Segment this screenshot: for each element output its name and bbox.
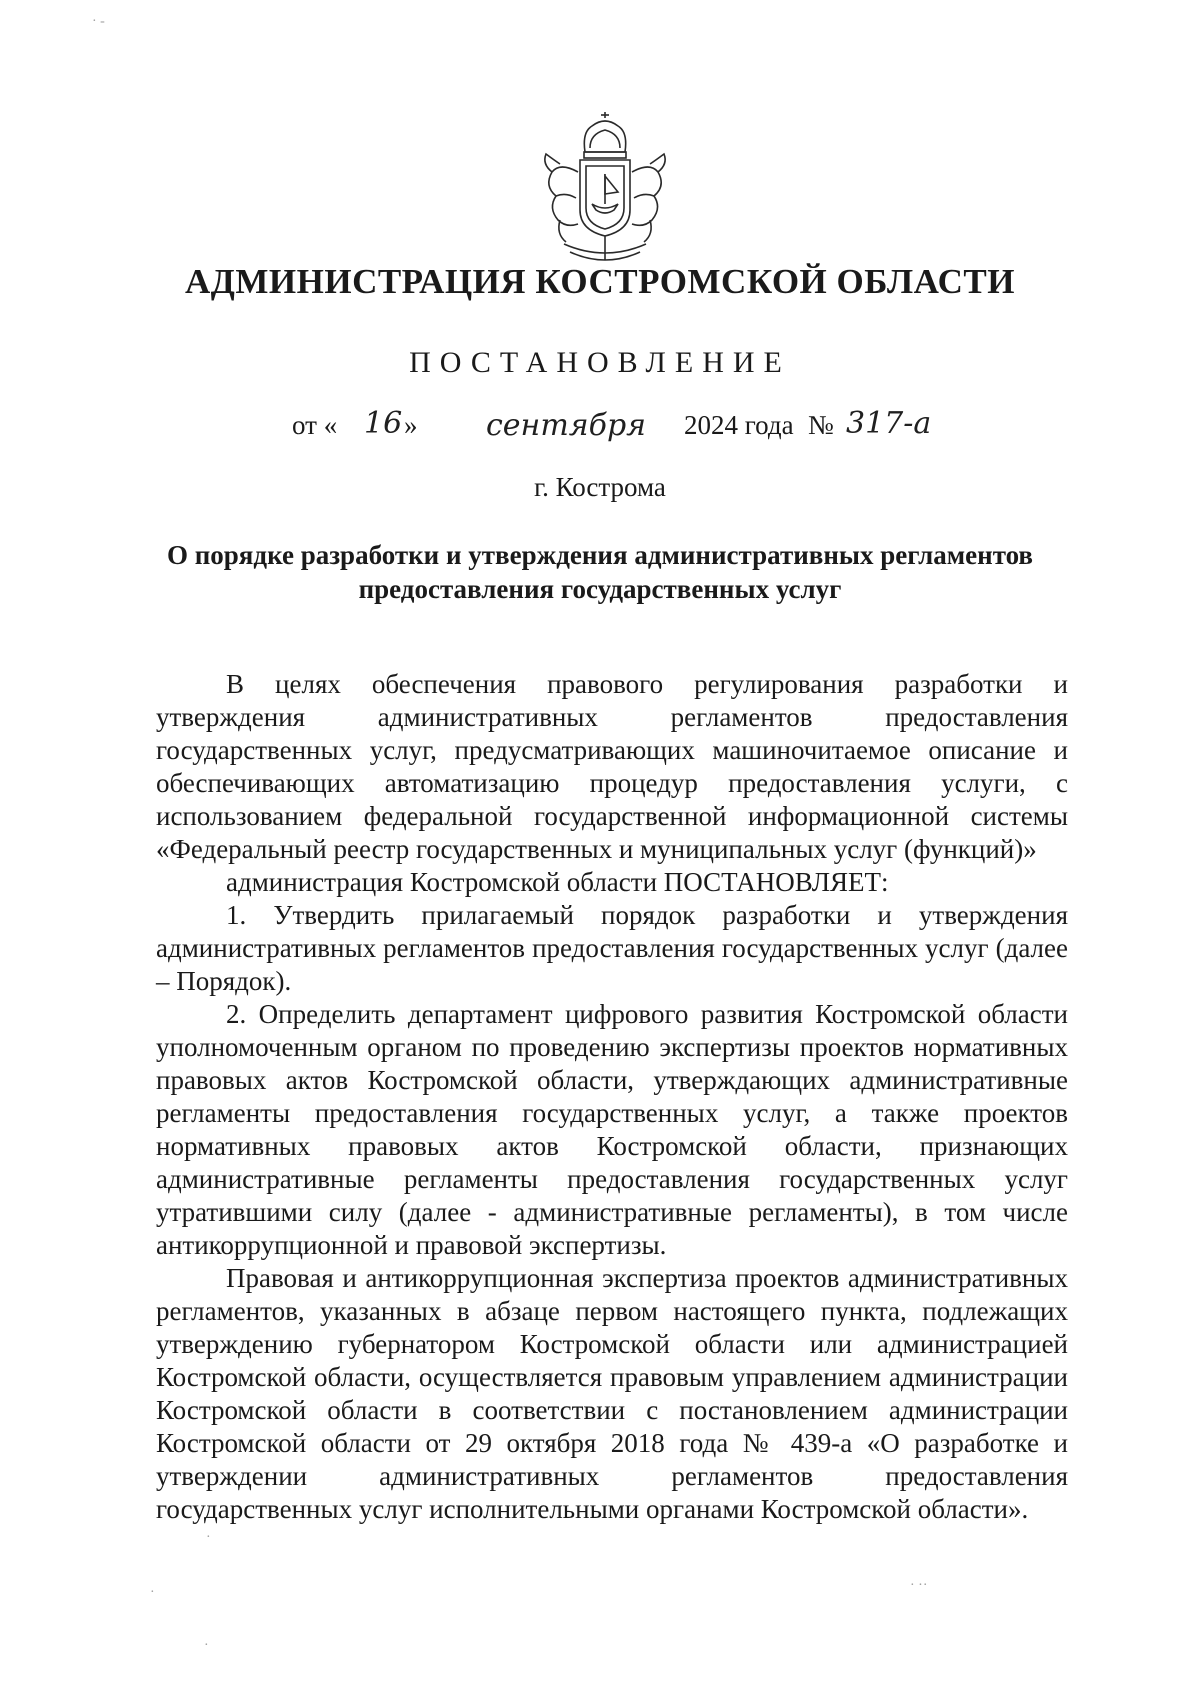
scan-speck: · <box>206 1530 211 1545</box>
paragraph-item-2: 2. Определить департамент цифрового развития Костромской области уполномоченным органом по проведению экспертизы проектов нормативных правовых актов Костромской области, утверждающих административные регламенты предоставления государственных услуг, а также проектов нормативных правовых актов Костромской области, признающих административные регламенты предоставления государственных услуг утратившими силу (далее - административные регламенты), в том числе антикоррупционной и правовой экспертизы. <box>156 999 1068 1260</box>
scan-speck: · <box>204 1638 209 1653</box>
date-year: 2024 года <box>684 410 794 440</box>
document-number-handwritten: 317-а <box>846 406 932 441</box>
date-month-handwritten: сентября <box>486 408 647 443</box>
paragraph-resolution: администрация Костромской области ПОСТАНОВЛЯЕТ: <box>226 867 889 897</box>
date-day-handwritten: 16 <box>364 406 403 441</box>
paragraph-item-2-continued: Правовая и антикоррупционная экспертиза проектов административных регламентов, указанных в абзаце первом настоящего пункта, подлежащих утверждению губернатором Костромской области или администрацией Костромской области, осуществляется правовым управлением администрации Костромской области в соответствии с постановлением администрации Костромской области от 29 октября 2018 года № 439-а «О разработке и утверждении административных регламентов предоставления государственных услуг исполнительными органами Костромской области». <box>156 1263 1068 1524</box>
number-sign: № <box>808 410 834 440</box>
scan-speck: · <box>150 1585 155 1600</box>
scan-speck: · - <box>92 14 105 29</box>
scan-speck: · ·· <box>910 1578 928 1593</box>
city: г. Кострома <box>534 472 666 502</box>
document-title: О порядке разработки и утверждения административных регламентов предоставления государственных услуг <box>166 540 1034 604</box>
date-day-close: » <box>404 410 418 440</box>
paragraph-preamble: В целях обеспечения правового регулирования разработки и утверждения административных регламентов предоставления государственных услуг, предусматривающих машиночитаемое описание и обеспечивающих автоматизацию процедур предоставления услуги, с использованием федеральной государственной информационной системы «Федеральный реестр государственных и муниципальных услуг (функций)» <box>156 669 1068 864</box>
date-line <box>0 406 1200 458</box>
coat-of-arms-icon <box>530 112 680 270</box>
date-prefix: от « <box>292 410 338 440</box>
paragraph-item-1: 1. Утвердить прилагаемый порядок разработки и утверждения административных регламентов предоставления государственных услуг (далее – Порядок). <box>156 900 1068 996</box>
org-title: АДМИНИСТРАЦИЯ КОСТРОМСКОЙ ОБЛАСТИ <box>185 262 1015 301</box>
document-type: ПОСТАНОВЛЕНИЕ <box>409 346 791 379</box>
document-body <box>156 668 1068 1526</box>
